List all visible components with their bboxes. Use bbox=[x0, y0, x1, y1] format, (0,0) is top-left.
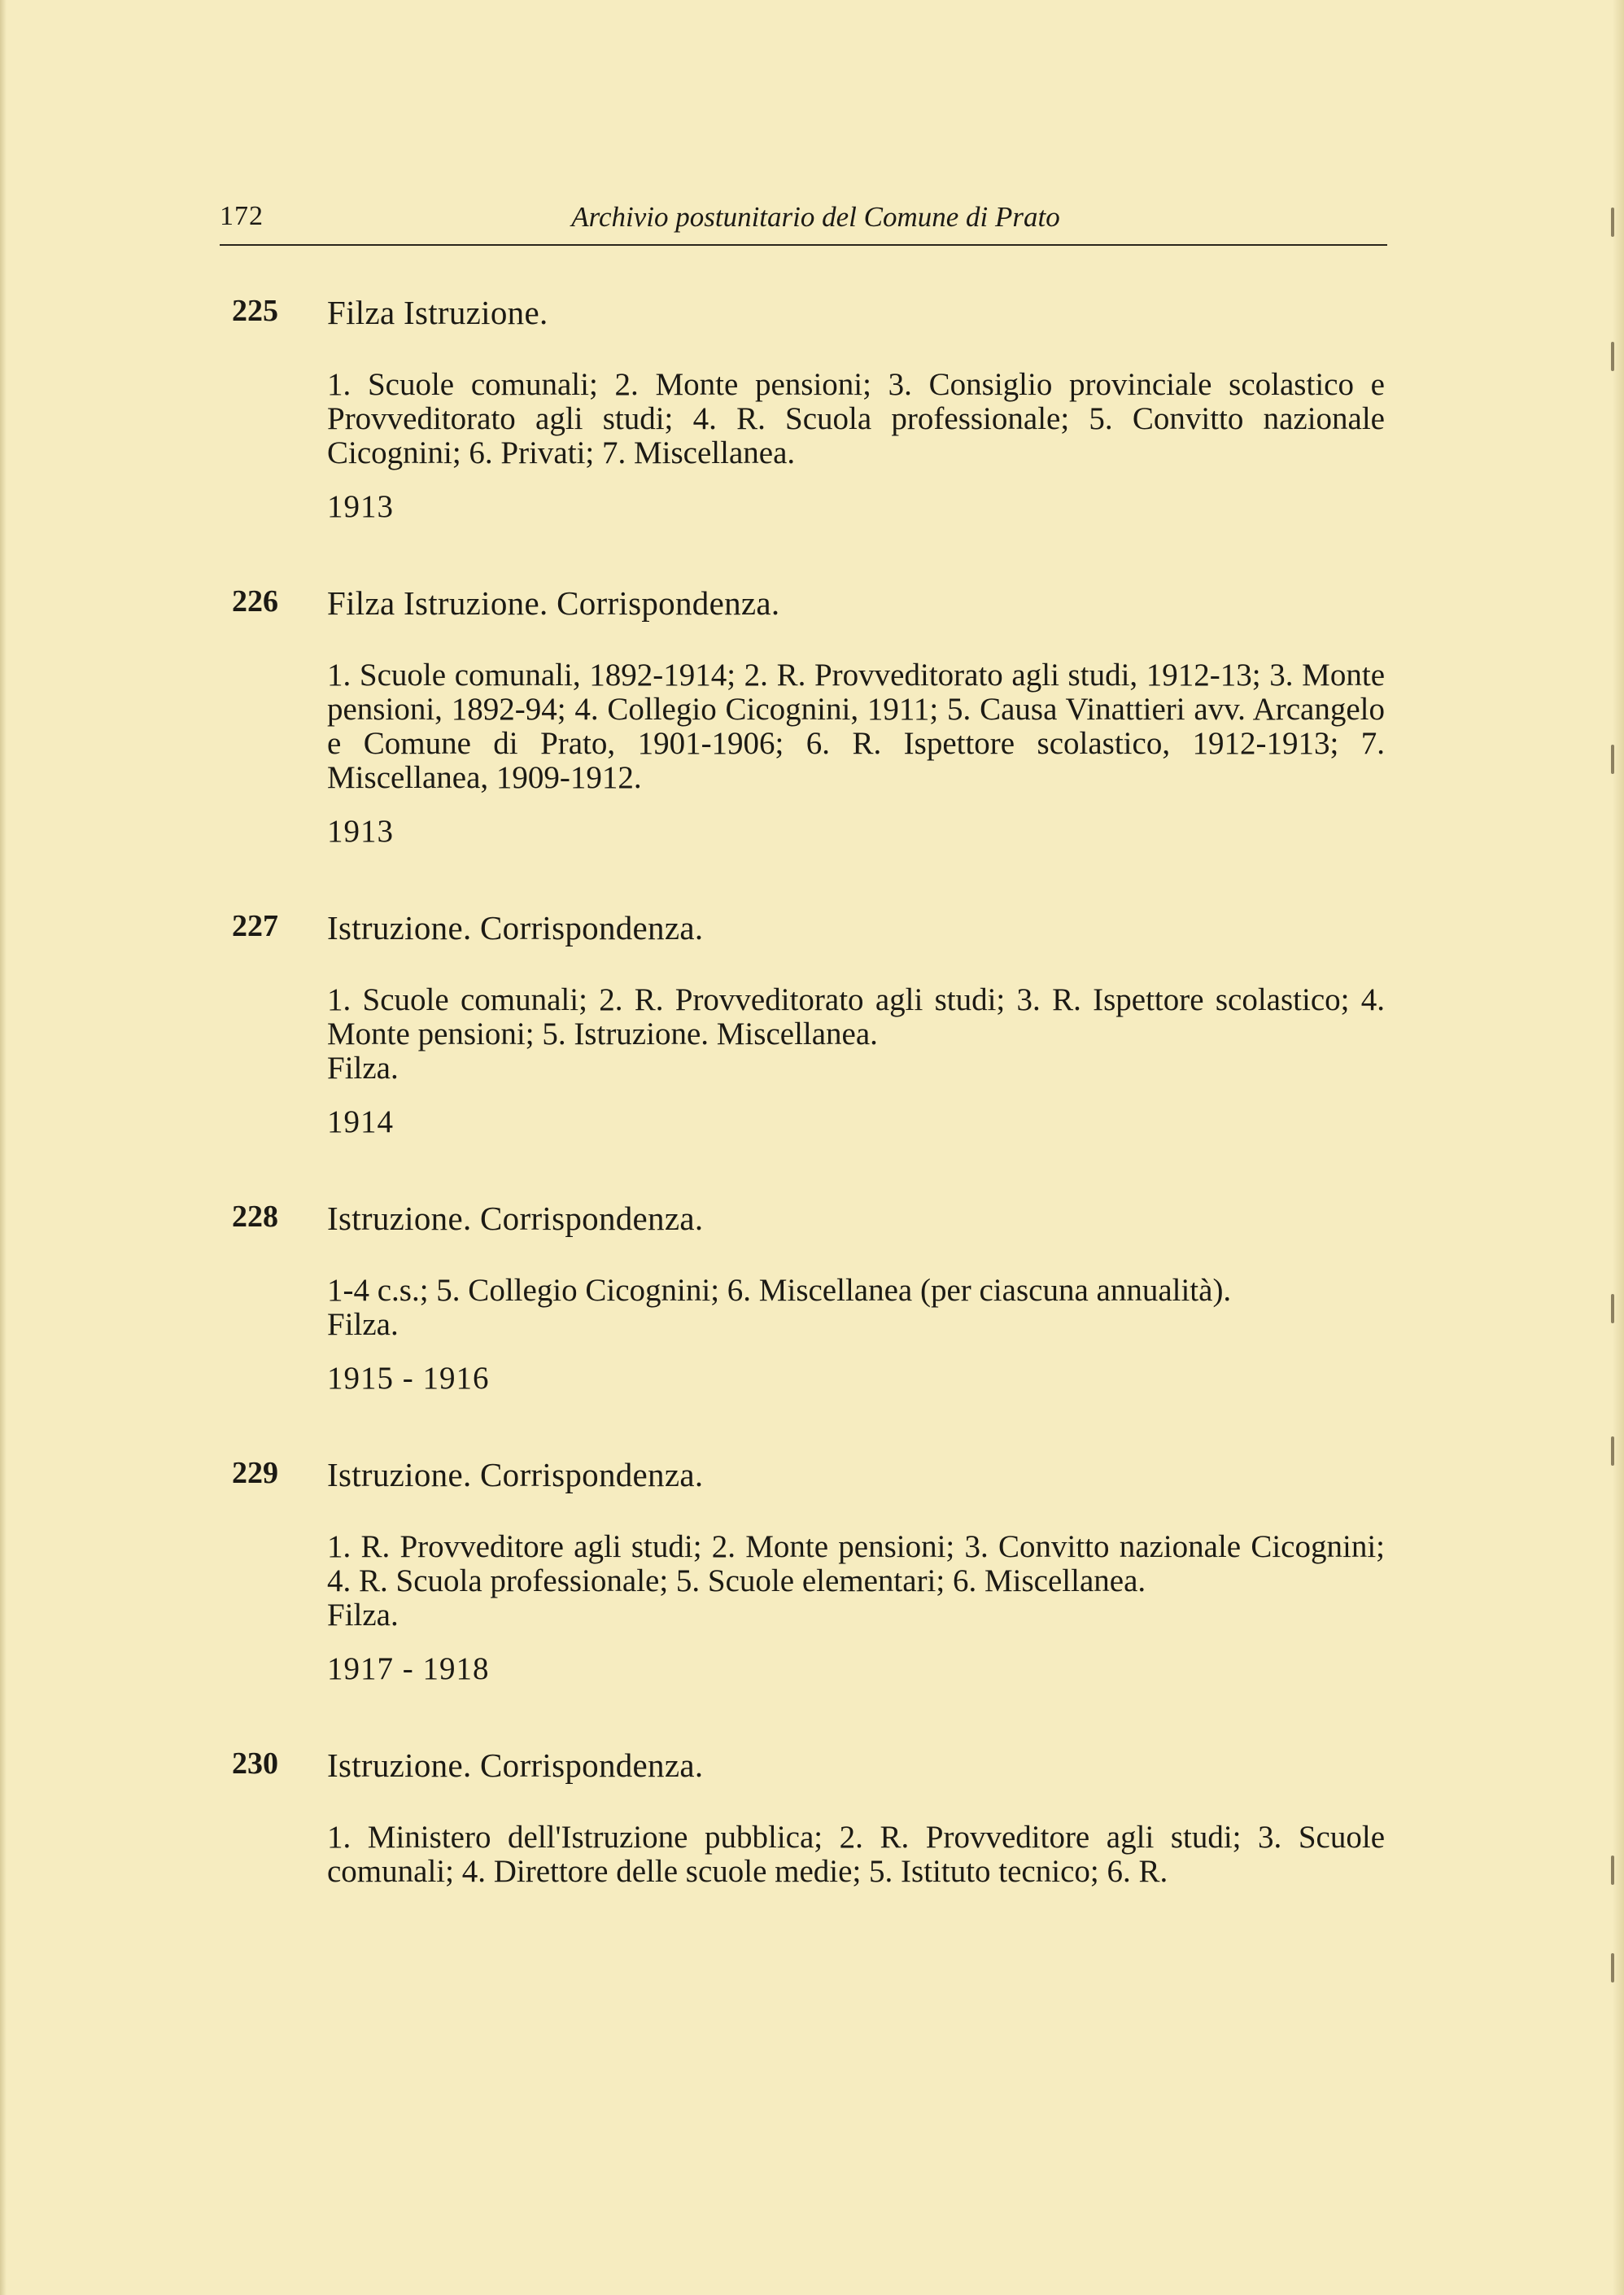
entry-contents bbox=[327, 1530, 1385, 1598]
binding-tick bbox=[1611, 745, 1614, 774]
binding-tick bbox=[1611, 1436, 1614, 1466]
binding-tick bbox=[1611, 1294, 1614, 1323]
entry-number: 225 bbox=[232, 294, 278, 328]
inventory-entry bbox=[220, 1455, 1387, 1687]
entry-head bbox=[220, 1455, 1387, 1504]
binding-tick bbox=[1611, 208, 1614, 237]
entry-title: Filza Istruzione. bbox=[327, 294, 548, 331]
running-header bbox=[220, 201, 1387, 242]
header-rule bbox=[220, 244, 1387, 246]
entry-head bbox=[220, 293, 1387, 342]
entry-number: 228 bbox=[232, 1200, 278, 1234]
page-edge-left bbox=[0, 0, 7, 2295]
entry-contents bbox=[327, 368, 1385, 470]
entry-number: 230 bbox=[232, 1746, 278, 1781]
binding-tick bbox=[1611, 342, 1614, 371]
entry-contents bbox=[327, 983, 1385, 1051]
inventory-entry bbox=[220, 293, 1387, 525]
entry-contents-text: 1. Scuole comunali, 1892-1914; 2. R. Provveditorato agli studi, 1912-13; 3. Monte pensioni, 1892-94; 4. Collegio Cicognini, 1911; 5. Causa Vinattieri avv. Arcangelo e Comune di Prato, 1901-1906; 6. R. Ispettore scolastico, 1912-1913; 7. Miscellanea, 1909-1912. bbox=[327, 658, 1385, 795]
entry-number: 227 bbox=[232, 909, 278, 943]
entry-title: Istruzione. Corrispondenza. bbox=[327, 909, 704, 946]
entry-date: 1913 bbox=[327, 814, 394, 849]
entry-contents-text: 1. Ministero dell'Istruzione pubblica; 2. R. Provveditore agli studi; 3. Scuole comunali; 4. Direttore delle scuole medie; 5. Istituto tecnico; 6. R. bbox=[327, 1820, 1385, 1889]
entry-number: 229 bbox=[232, 1456, 278, 1490]
running-title: Archivio postunitario del Comune di Prato bbox=[571, 201, 1060, 233]
binding-tick bbox=[1611, 1856, 1614, 1885]
entry-contents-text: 1. Scuole comunali; 2. R. Provveditorato agli studi; 3. R. Ispettore scolastico; 4. Monte pensioni; 5. Istruzione. Miscellanea. bbox=[327, 982, 1385, 1051]
entry-title: Istruzione. Corrispondenza. bbox=[327, 1456, 704, 1493]
page-number: 172 bbox=[220, 201, 264, 231]
entry-title: Istruzione. Corrispondenza. bbox=[327, 1200, 704, 1237]
entry-contents-text: 1. Scuole comunali; 2. Monte pensioni; 3. Consiglio provinciale scolastico e Provveditorato agli studi; 4. R. Scuola professionale; 5. Convitto nazionale Cicognini; 6. Privati; 7. Miscellanea. bbox=[327, 367, 1385, 470]
inventory-entry bbox=[220, 1199, 1387, 1397]
entry-note: Filza. bbox=[327, 1051, 399, 1086]
entry-date: 1914 bbox=[327, 1104, 394, 1139]
entry-note: Filza. bbox=[327, 1307, 399, 1342]
inventory-entry bbox=[220, 584, 1387, 850]
entry-contents-text: 1-4 c.s.; 5. Collegio Cicognini; 6. Miscellanea (per ciascuna annualità). bbox=[327, 1273, 1232, 1308]
entry-contents-text: 1. R. Provveditore agli studi; 2. Monte pensioni; 3. Convitto nazionale Cicognini; 4. R. Scuola professionale; 5. Scuole elementari; 6. Miscellanea. bbox=[327, 1529, 1385, 1598]
entry-title: Filza Istruzione. Corrispondenza. bbox=[327, 584, 780, 622]
entry-contents bbox=[327, 1274, 1385, 1308]
entry-date: 1917 - 1918 bbox=[327, 1651, 490, 1686]
inventory-entries bbox=[220, 293, 1387, 1947]
binding-tick bbox=[1611, 1953, 1614, 1982]
entry-date: 1915 - 1916 bbox=[327, 1361, 490, 1396]
entry-contents bbox=[327, 1821, 1385, 1889]
entry-head bbox=[220, 584, 1387, 632]
inventory-entry bbox=[220, 1746, 1387, 1889]
entry-date: 1913 bbox=[327, 489, 394, 524]
entry-head bbox=[220, 1746, 1387, 1794]
entry-head bbox=[220, 1199, 1387, 1248]
entry-title: Istruzione. Corrispondenza. bbox=[327, 1746, 704, 1784]
page-edge-right bbox=[1613, 0, 1624, 2295]
entry-note: Filza. bbox=[327, 1598, 399, 1633]
entry-contents bbox=[327, 658, 1385, 795]
inventory-entry bbox=[220, 908, 1387, 1140]
entry-head bbox=[220, 908, 1387, 957]
entry-number: 226 bbox=[232, 584, 278, 619]
